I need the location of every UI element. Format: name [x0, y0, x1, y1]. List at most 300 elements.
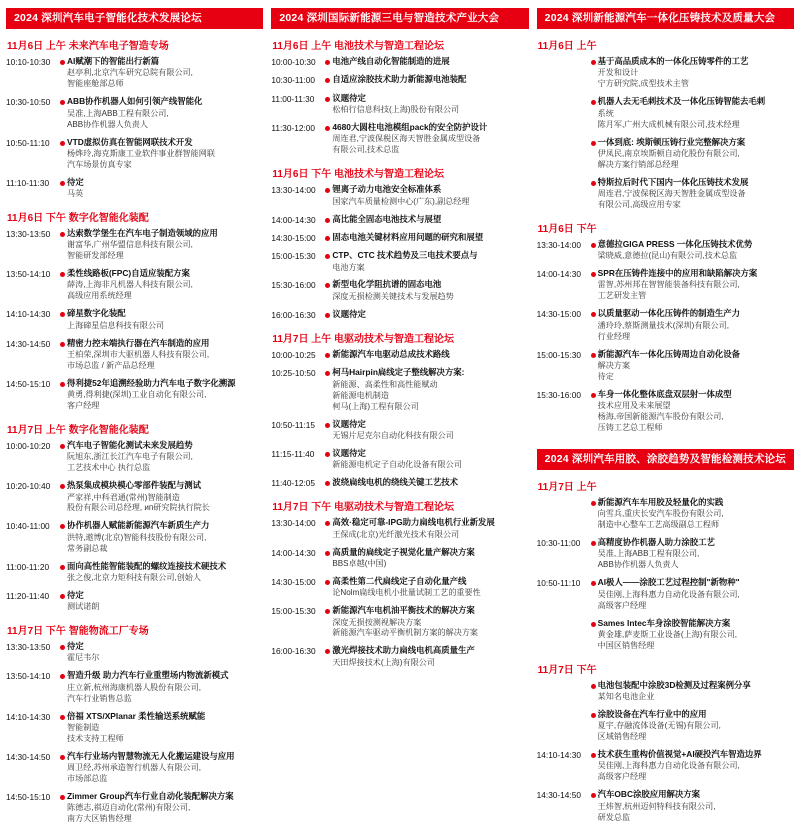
speaker-line: 股份有限公司总经理, ип研究院执行院长 [67, 503, 210, 513]
agenda-item-body [67, 711, 263, 745]
agenda-item [6, 378, 263, 412]
agenda-item [271, 122, 528, 156]
agenda-item-speaker [332, 105, 528, 116]
agenda-item [271, 279, 528, 302]
agenda-item-body [67, 590, 263, 613]
agenda-item-body [598, 349, 794, 383]
agenda-item-body [67, 641, 263, 664]
agenda-item-body [67, 520, 263, 554]
agenda-item-time: 14:10-14:30 [6, 309, 51, 320]
agenda-item-topic: 汽车行业场内智慧物流无人化搬运建设与应用 [67, 750, 235, 761]
speaker-line: 王保成(北京)光纤激光技术有限公司 [332, 529, 460, 539]
speaker-line: ABB协作机器人负责人 [597, 560, 679, 570]
agenda-item-time [537, 709, 589, 710]
agenda-item-speaker [598, 692, 794, 703]
agenda-item-body [332, 367, 528, 412]
agenda-item-body [332, 349, 528, 361]
agenda-item [271, 250, 528, 273]
agenda-item-topic: 热泵集成模块模心零部件装配与测试 [67, 480, 201, 491]
agenda-item-time: 14:30-14:50 [6, 751, 51, 762]
agenda-item-speaker [332, 658, 528, 669]
agenda-item-body [332, 232, 528, 244]
speaker-line: 行业经理 [597, 331, 631, 341]
agenda-item [537, 577, 794, 611]
agenda-item-speaker [598, 251, 794, 262]
agenda-item-topic: 新能源汽车电驱动总成技术路线 [332, 349, 450, 360]
agenda-item-body [67, 338, 263, 372]
bullet-icon [589, 497, 598, 506]
agenda-item-time: 14:50-15:10 [6, 791, 51, 802]
agenda-item-speaker [332, 431, 528, 442]
agenda-item-topic: 高精度协作机器人助力涂胶工艺 [597, 537, 715, 548]
agenda-item-time: 10:00-10:30 [271, 57, 316, 68]
agenda-item-time: 10:50-11:10 [6, 137, 50, 148]
bullet-icon [589, 577, 598, 586]
agenda-item-speaker [67, 602, 263, 613]
agenda-item-speaker [67, 803, 263, 825]
agenda-item [271, 56, 528, 68]
agenda-item [537, 56, 794, 90]
agenda-item-topic: 高效·稳定可靠-IPG助力扁线电机行业新发展 [332, 517, 495, 528]
agenda-item-time: 14:30-14:50 [6, 338, 51, 349]
agenda-item-time: 14:30-15:00 [271, 232, 316, 243]
agenda-item-body [598, 56, 794, 90]
agenda-item-topic: 议题待定 [332, 447, 366, 458]
agenda-item-body [332, 56, 528, 68]
agenda-item-topic: ABB协作机器人如何引领产线智能化 [67, 96, 203, 107]
agenda-item-topic: 以质量驱动一体化压铸件的制造生产力 [597, 308, 741, 319]
speaker-line: ABB协作机器人负责人 [67, 119, 148, 129]
agenda-item-body [67, 378, 263, 412]
speaker-line: 上海碲星信息科技有限公司 [67, 320, 165, 330]
agenda-item-body [332, 448, 528, 471]
bullet-icon [323, 645, 332, 654]
agenda-item-time: 10:00-10:20 [6, 440, 51, 451]
agenda-item [6, 96, 263, 130]
speaker-line: 解决方案 [597, 360, 631, 370]
session-heading: 11月7日 上午 电驱动技术与智造工程论坛 [272, 334, 455, 346]
bullet-icon [58, 137, 67, 146]
speaker-line: 中国区销售经理 [597, 640, 655, 650]
agenda-item-body [332, 605, 528, 639]
agenda-item-body [598, 268, 794, 302]
speaker-line: 陈德志,祺迈自动化(常州)有限公司, [67, 803, 191, 813]
speaker-line: 向雪兵,重庆长安汽车股份有限公司, [597, 509, 724, 519]
bullet-icon [323, 74, 332, 83]
agenda-item-speaker [67, 280, 263, 302]
agenda-item [537, 308, 794, 342]
bullet-icon [323, 477, 332, 486]
agenda-item-speaker [332, 380, 528, 413]
bullet-icon [58, 228, 67, 237]
agenda-item-time: 10:20-10:40 [6, 481, 51, 492]
agenda-item-speaker [332, 292, 528, 303]
agenda-item-body [332, 517, 528, 540]
agenda-item-body [67, 96, 263, 130]
bullet-icon [58, 590, 67, 599]
speaker-line: 解决方案行销部总经理 [597, 159, 679, 169]
agenda-item-speaker [598, 761, 794, 783]
agenda-item [6, 480, 263, 514]
agenda-item-body [332, 477, 528, 489]
speaker-line: 严家祥,中科君通(常州)智能制造 [67, 492, 180, 502]
agenda-item-time: 13:30-13:50 [6, 642, 51, 653]
agenda-item-time: 10:50-11:15 [271, 419, 315, 430]
session-heading: 11月6日 下午 数字化智能化装配 [7, 212, 149, 224]
agenda-item-body [67, 480, 263, 514]
agenda-item-time: 11:30-12:00 [271, 123, 315, 134]
bullet-icon [589, 96, 598, 105]
agenda-item-time: 14:10-14:30 [6, 711, 51, 722]
bullet-icon [58, 338, 67, 347]
agenda-item-body [332, 93, 528, 116]
agenda-item-time: 14:50-15:10 [6, 378, 51, 389]
agenda-item-body [598, 577, 794, 611]
forum-title: 2024 深圳国际新能源三电与智造技术产业大会 [271, 8, 528, 29]
agenda-item-body [332, 250, 528, 273]
agenda-item-speaker [67, 723, 263, 745]
agenda-item [6, 137, 263, 171]
agenda-item-topic: 4680大圆柱电池模组pack的安全防护设计 [332, 122, 488, 133]
agenda-item-body [598, 497, 794, 531]
agenda-item-topic: 待定 [67, 641, 84, 652]
speaker-line: 阮旭东,浙江长江汽车电子有限公司, [67, 452, 193, 462]
agenda-item-topic: CTP、CTC 技术趋势及三电技术要点与 [332, 250, 478, 261]
speaker-line: 潘玲玲,蔡斯测量技术(深圳)有限公司, [597, 320, 729, 330]
speaker-line: 薛涛,上海非凡机器人科技有限公司, [67, 280, 193, 290]
agenda-item-topic: 车身一体化整体底盘双层射一体成型 [597, 388, 732, 399]
speaker-line: 高级客户经理 [597, 772, 647, 782]
agenda-item [6, 791, 263, 825]
agenda-item-body [67, 308, 263, 331]
agenda-item [537, 789, 794, 823]
agenda-item-topic: 机器人去无毛刺技术及一体化压铸智能去毛刺 [597, 96, 766, 107]
speaker-line: 陈月军,广州大成机械有限公司,技术经理 [597, 119, 740, 129]
agenda-item [537, 537, 794, 571]
session-heading: 11月7日 上午 数字化智能化装配 [7, 424, 149, 436]
agenda-item-body [67, 791, 263, 825]
agenda-item-topic: 涂胶设备在汽车行业中的应用 [597, 708, 707, 719]
bullet-icon [323, 250, 332, 259]
agenda-item-body [332, 419, 528, 442]
speaker-line: 杨烨玲,海克斯康工业软件事业群智能网联 [67, 148, 215, 158]
speaker-line: 有限公司,技术总监 [332, 145, 400, 155]
agenda-item-topic: 汽车OBC涂胶应用解决方案 [597, 789, 701, 800]
speaker-line: 汽车场景仿真专家 [67, 159, 132, 169]
agenda-item-time: 10:10-10:30 [6, 57, 51, 68]
speaker-line: 吴佳刚,上海科惠力自动化设备有限公司, [597, 761, 740, 771]
agenda-item-time: 11:20-11:40 [6, 590, 50, 601]
agenda-item [271, 448, 528, 471]
agenda-item-speaker [67, 149, 263, 171]
agenda-item-time: 11:15-11:40 [271, 448, 315, 459]
speaker-line: 杨海,帝国新能源汽车股份有限公司, [597, 411, 724, 421]
agenda-item-topic: AI极人——涂胶工艺过程控制"新物种" [597, 577, 740, 588]
bullet-icon [589, 709, 598, 718]
agenda-item-body [332, 309, 528, 321]
speaker-line: 某知名电池企业 [597, 692, 655, 702]
agenda-item [537, 137, 794, 171]
agenda-item-time: 13:50-14:10 [6, 269, 51, 280]
agenda-item-speaker [332, 559, 528, 570]
column-3 [536, 8, 794, 822]
agenda-item-body [598, 680, 794, 703]
bullet-icon [589, 389, 598, 398]
agenda-item [6, 338, 263, 372]
column-2 [271, 8, 528, 740]
agenda-item-time: 10:30-11:00 [271, 75, 315, 86]
agenda-item-time: 15:30-16:00 [271, 280, 316, 291]
speaker-line: 吴准,上海ABB工程有限公司, [597, 549, 700, 559]
agenda-item-time [537, 618, 589, 619]
speaker-line: 智能研发部经理 [67, 251, 124, 261]
agenda-item-topic: 激光焊接技术助力扁线电机高质量生产 [332, 645, 475, 656]
agenda-item-time [537, 137, 589, 138]
agenda-item-time: 15:00-15:30 [271, 251, 316, 262]
speaker-line: 王炜智,杭州迈何特科技有限公司, [597, 801, 716, 811]
speaker-line: 待定 [597, 371, 614, 381]
speaker-line: 柯马(上海)工程有限公司 [332, 401, 419, 411]
agenda-item-time: 15:00-15:30 [271, 606, 316, 617]
agenda-item [271, 477, 528, 489]
speaker-line: 技术应用及未来展望 [597, 401, 671, 411]
speaker-line: 霍尼韦尔 [67, 653, 100, 663]
speaker-line: 智能制造 [67, 722, 100, 732]
bullet-icon [589, 349, 598, 358]
agenda-item-body [598, 239, 794, 262]
speaker-line: 周连君,宁波保税区海天智胜金属成型设备 [332, 134, 481, 144]
speaker-line: 高级应用系统经理 [67, 291, 132, 301]
speaker-line: 洪特,遨博(北京)智能科技股份有限公司, [67, 532, 207, 542]
agenda-item-body [67, 268, 263, 302]
bullet-icon [323, 349, 332, 358]
agenda-item-time: 14:00-14:30 [271, 547, 316, 558]
agenda-item-topic: 新能源汽车车用胶及轻量化的实践 [597, 496, 724, 507]
agenda-item-time: 14:00-14:30 [536, 269, 581, 280]
agenda-item-time: 13:30-14:00 [536, 239, 581, 250]
agenda-item-body [67, 137, 263, 171]
column-1 [6, 8, 263, 824]
bullet-icon [323, 547, 332, 556]
speaker-line: 夏宇,存融流体设备(无锡)有限公司, [597, 721, 721, 731]
agenda-item-time: 11:00-11:30 [271, 93, 315, 104]
bullet-icon [589, 137, 598, 146]
agenda-item-speaker [598, 321, 794, 343]
agenda-item [537, 177, 794, 211]
agenda-item-topic: 电池包装配中涂胶3D检测及过程案例分享 [597, 679, 751, 690]
agenda-item-topic: 协作机器人赋能新能源汽车新质生产力 [67, 520, 210, 531]
agenda-item-time: 15:00-15:30 [536, 349, 581, 360]
bullet-icon [58, 641, 67, 650]
bullet-icon [589, 56, 598, 65]
agenda-item-time [537, 96, 589, 97]
agenda-item-speaker [598, 361, 794, 383]
agenda-item [271, 74, 528, 86]
speaker-line: 宁方研究院,成型技术主管 [597, 79, 689, 89]
bullet-icon [323, 309, 332, 318]
agenda-item [6, 520, 263, 554]
agenda-item-topic: 倍福 XTS/XPlanar 柔性输送系统赋能 [67, 710, 206, 721]
agenda-item-topic: VTD虚拟仿真在智能网联技术开发 [67, 136, 193, 147]
agenda-item-topic: 新能源汽车电机油平衡技术的解决方案 [332, 605, 475, 616]
agenda-item-body [67, 228, 263, 262]
agenda-item-topic: 智造升级 助力汽车行业重塑场内物流新模式 [67, 670, 229, 681]
agenda-item-time: 11:00-11:20 [6, 561, 50, 572]
agenda-item-time: 16:00-16:30 [271, 646, 316, 657]
agenda-item-time: 13:30-14:00 [271, 185, 316, 196]
speaker-line: 市场总监 / 新产品总经理 [67, 360, 155, 370]
speaker-line: 测试诺朗 [67, 602, 100, 612]
speaker-line: 新能源汽车驱动平衡机制方案的解决方案 [332, 628, 479, 638]
speaker-line: 区域销售经理 [597, 732, 647, 742]
speaker-line: 压铸工艺总工程师 [597, 422, 663, 432]
agenda-item-time: 10:30-10:50 [6, 97, 51, 108]
speaker-line: 松柏行信息科技(上海)股份有限公司 [332, 105, 460, 115]
agenda-item-time: 16:00-16:30 [271, 309, 316, 320]
agenda-item-topic: 一体到底: 埃斯顿压铸行业完整解决方案 [597, 136, 746, 147]
agenda-item-body [332, 184, 528, 207]
speaker-line: 客户经理 [67, 401, 100, 411]
session-heading: 11月7日 上午 [537, 481, 597, 493]
speaker-line: 国家汽车质量检测中心(广东),副总经理 [332, 196, 470, 206]
agenda-item-body [598, 618, 794, 652]
bullet-icon [58, 561, 67, 570]
agenda-item [537, 680, 794, 703]
agenda-item-time [537, 680, 589, 681]
agenda-item-topic: 特斯拉后时代下国内一体化压铸技术发展 [597, 176, 749, 187]
agenda-item [537, 618, 794, 652]
speaker-line: 市场部总监 [67, 773, 108, 783]
agenda-item-topic: 议题待定 [332, 418, 366, 429]
agenda-item-time: 13:30-14:00 [271, 518, 316, 529]
agenda-item-topic: Sames Intec车身涂胶智能解决方案 [597, 617, 731, 628]
agenda-item-body [332, 74, 528, 86]
agenda-item-speaker [67, 240, 263, 262]
agenda-item-topic: SPR在压铸件连接中的应用和缺陷解决方案 [597, 268, 758, 279]
bullet-icon [323, 214, 332, 223]
agenda-item [537, 497, 794, 531]
bullet-icon [58, 96, 67, 105]
agenda-item-body [67, 751, 263, 785]
agenda-item-speaker [67, 493, 263, 515]
session-heading: 11月7日 下午 [537, 664, 597, 676]
speaker-line: 黄金雄,萨麦斯工业设备(上海)有限公司, [597, 629, 738, 639]
agenda-item-speaker [332, 530, 528, 541]
speaker-line: 智能座舱部总师 [67, 79, 124, 89]
speaker-line: 王柏荣,深圳市大驱机器人科技有限公司, [67, 349, 210, 359]
agenda-item [271, 309, 528, 321]
agenda-item-body [598, 709, 794, 743]
agenda-item [271, 349, 528, 361]
speaker-line: 马英 [67, 189, 84, 199]
agenda-item-time: 10:00-10:25 [271, 350, 316, 361]
speaker-line: 谢富华,广州华盟信息科技有限公司, [67, 240, 193, 250]
agenda-item-body [67, 440, 263, 474]
agenda-item-time: 14:30-15:00 [271, 576, 316, 587]
bullet-icon [58, 440, 67, 449]
bullet-icon [323, 605, 332, 614]
speaker-line: 论Nolm扁线电机小批量试制工艺的重要性 [332, 588, 481, 598]
bullet-icon [323, 419, 332, 428]
agenda-item [6, 590, 263, 613]
speaker-line: 吴准,上海ABB工程有限公司, [67, 108, 169, 118]
forum-title: 2024 深圳汽车电子智能化技术发展论坛 [6, 8, 263, 29]
bullet-icon [58, 520, 67, 529]
bullet-icon [589, 789, 598, 798]
agenda-item-topic: 得利捷52年追溯经验助力汽车电子数字化溯源 [67, 377, 236, 388]
agenda-item [271, 184, 528, 207]
agenda-item-time: 10:30-11:00 [536, 538, 581, 549]
bullet-icon [589, 618, 598, 627]
agenda-item-body [67, 561, 263, 584]
agenda-item-speaker [332, 618, 528, 640]
session-heading: 11月6日 上午 未来汽车电子智造专场 [7, 41, 169, 53]
speaker-line: 技术支持工程师 [67, 733, 124, 743]
agenda-item-topic: 高质量的扁线定子视觉化量产解决方案 [332, 546, 475, 557]
bullet-icon [323, 279, 332, 288]
bullet-icon [323, 448, 332, 457]
speaker-line: 黄勇,得利捷(深圳)工业自动化有限公司, [67, 390, 207, 400]
agenda-item [6, 177, 263, 200]
agenda-item-body [598, 308, 794, 342]
bullet-icon [589, 239, 598, 248]
agenda-item-speaker [67, 653, 263, 664]
agenda-item-topic: 自适应涂胶技术助力新能源电池装配 [332, 74, 467, 85]
bullet-icon [589, 177, 598, 186]
agenda-item-speaker [598, 149, 794, 171]
agenda-item-speaker [67, 390, 263, 412]
speaker-line: 新能源、高柔性和高性能赋动 [332, 379, 438, 389]
speaker-line: 开发和设计 [597, 68, 639, 78]
agenda-item-body [332, 122, 528, 156]
bullet-icon [589, 680, 598, 689]
session-heading: 11月6日 下午 [537, 223, 597, 235]
agenda-item-topic: 高柔性第二代扁线定子自动化量产线 [332, 575, 467, 586]
agenda-item [6, 440, 263, 474]
agenda-item-body [332, 279, 528, 302]
agenda-item-speaker [598, 189, 794, 211]
agenda-item [537, 749, 794, 783]
agenda-item [271, 93, 528, 116]
speaker-line: BBS卓越(中国) [332, 559, 387, 569]
agenda-item-speaker [598, 509, 794, 531]
speaker-line: 吴佳刚,上海科惠力自动化设备有限公司, [597, 589, 740, 599]
speaker-line: 南方大区销售经理 [67, 814, 132, 824]
agenda-item-topic: 议题待定 [332, 92, 366, 103]
agenda-item-topic: 基于高品质成本的一体化压铸零件的工艺 [597, 56, 749, 67]
bullet-icon [323, 93, 332, 102]
agenda-item-topic: 达索数学堡生在汽车电子制造领域的应用 [67, 227, 218, 238]
forum-title: 2024 深圳新能源汽车一体化压铸技术及质量大会 [537, 8, 794, 29]
agenda-item-speaker [67, 68, 263, 90]
session-heading: 11月6日 下午 电池技术与智造工程论坛 [272, 169, 445, 181]
agenda-item-body [598, 749, 794, 783]
agenda-item [271, 517, 528, 540]
speaker-line: 张之俊,北京力矩科技有限公司,创始人 [67, 572, 201, 582]
agenda-item-speaker [67, 321, 263, 332]
agenda-item-body [598, 389, 794, 434]
agenda-item-time [537, 177, 589, 178]
agenda-item-time: 14:30-15:00 [536, 309, 581, 320]
speaker-line: 研发总监 [597, 812, 631, 822]
agenda-item-speaker [67, 189, 263, 200]
speaker-line: 汽车行业销售总监 [67, 693, 132, 703]
agenda-item [6, 228, 263, 262]
agenda-item-topic: 柯马Hairpin扁线定子整线解决方案: [332, 367, 465, 378]
forum-title: 2024 深圳汽车用胶、涂胶趋势及智能检测技术论坛 [537, 449, 794, 470]
bullet-icon [589, 537, 598, 546]
agenda-item-time: 15:30-16:00 [536, 389, 581, 400]
